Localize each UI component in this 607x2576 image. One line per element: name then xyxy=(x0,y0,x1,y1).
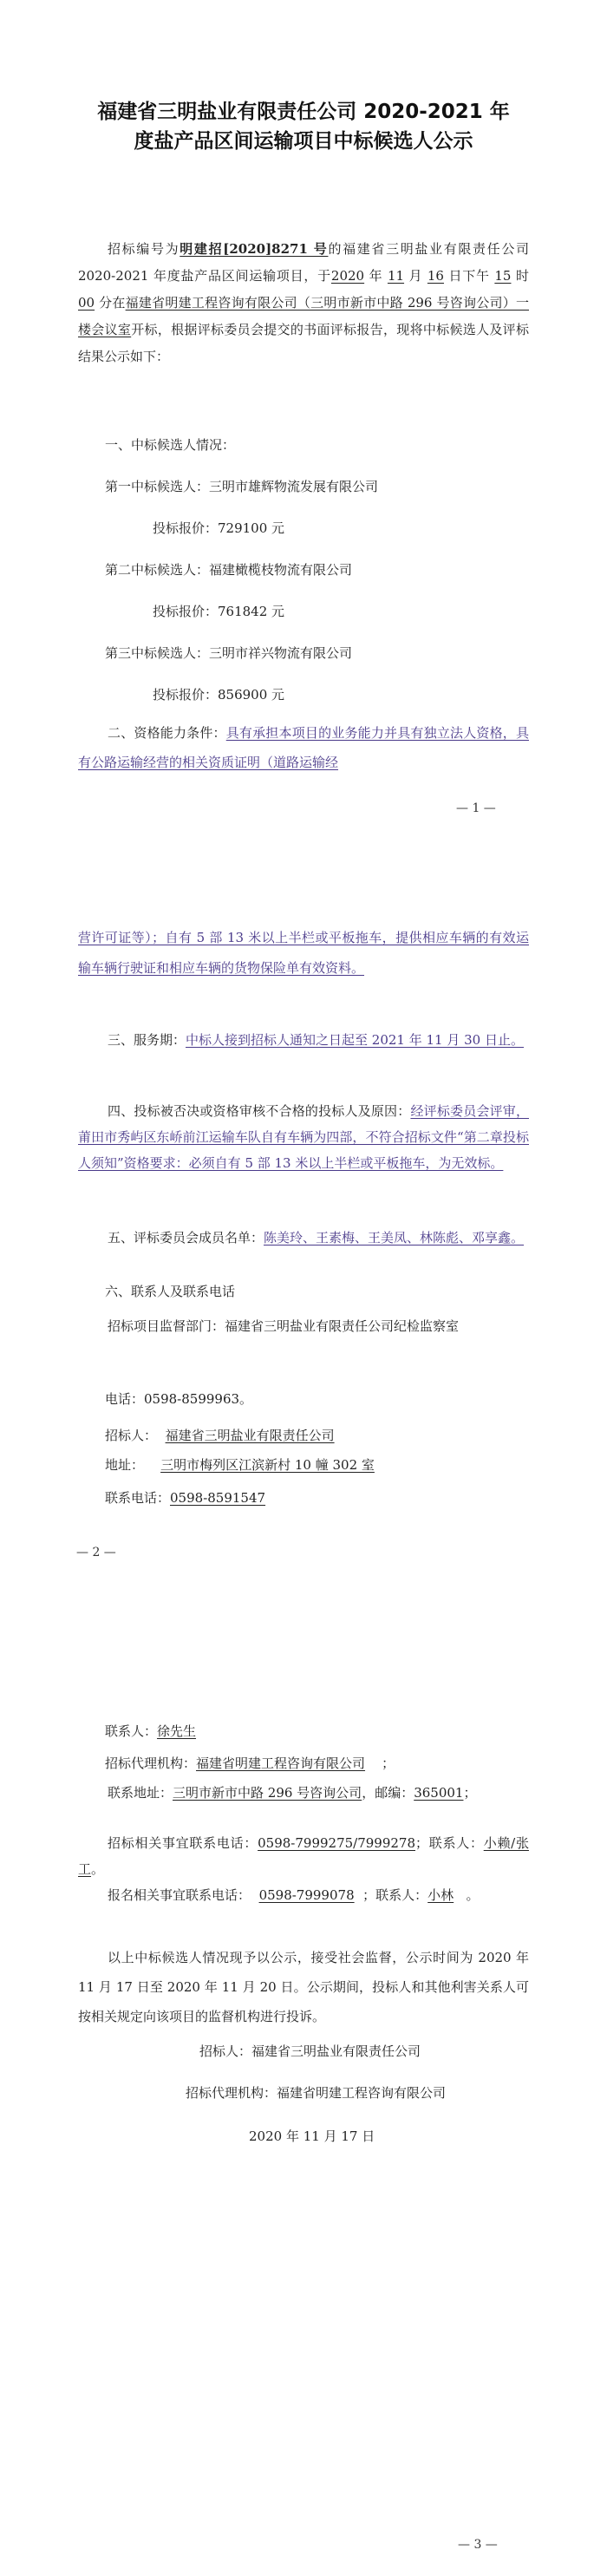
supervision-dept: 招标项目监督部门：福建省三明盐业有限责任公司纪检监察室 xyxy=(108,1318,460,1334)
agency-address-paragraph: 联系地址：三明市新市中路 296 号咨询公司，邮编：365001； xyxy=(108,1785,477,1801)
signup-phone: 0598-7999078 xyxy=(258,1887,355,1903)
agency-postcode: 365001 xyxy=(414,1785,464,1801)
section-candidates-heading: 一、中标候选人情况： xyxy=(105,437,236,453)
page-number-2: — 2 — xyxy=(76,1546,116,1559)
opening-location: 福建省明建工程咨询有限公司（三明市新市中路 296 号咨询公司）一楼会议室 xyxy=(78,295,529,337)
affairs-person: 小赖/张工 xyxy=(78,1835,529,1877)
publicity-notice: 以上中标候选人情况现予以公示，接受社会监督，公示时间为 2020 年 11 月 17 日至 2020 年 11 月 20 日。公示期间，投标人和其他利害关系人可按相关规定向该项目的监督机构进行投诉。 xyxy=(78,1950,529,2024)
tenderer-address: 三明市梅列区江滨新村 10 幢 302 室 xyxy=(160,1457,375,1473)
address-line: 地址： 三明市梅列区江滨新村 10 幢 302 室 xyxy=(105,1457,375,1473)
section-committee: 五、评标委员会成员名单：陈美玲、王素梅、王美凤、林陈彪、邓享鑫。 xyxy=(108,1230,525,1246)
section-contacts-heading: 六、联系人及联系电话 xyxy=(105,1284,236,1299)
qualification-continued: 营许可证等）；自有 5 部 13 米以上半栏或平板拖车，提供相应车辆的有效运输车辆行驶证和相应车辆的货物保险单有效资料。 xyxy=(78,930,529,976)
page-title-line-2: 度盐产品区间运输项目中标候选人公示 xyxy=(134,130,473,153)
section-qualification: 二、资格能力条件：具有承担本项目的业务能力并具有独立法人资格，具有公路运输经营的相关资质证明（道路运输经 xyxy=(78,725,529,770)
tenderer-line: 招标人： 福建省三明盐业有限责任公司 xyxy=(105,1428,335,1443)
section-service-period: 三、服务期：中标人接到招标人通知之日起至 2021 年 11 月 30 日止。 xyxy=(108,1032,524,1048)
contact-person-line: 联系人：徐先生 xyxy=(105,1723,197,1739)
signature-agency: 招标代理机构：福建省明建工程咨询有限公司 xyxy=(186,2085,447,2101)
page-number-3: — 3 — xyxy=(458,2538,498,2552)
agency-line: 招标代理机构：福建省明建工程咨询有限公司 ； xyxy=(105,1755,395,1771)
signature-date: 2020 年 11 月 17 日 xyxy=(249,2128,375,2144)
section-rejected-bidders: 四、投标被否决或资格审核不合格的投标人及原因：经评标委员会评审，莆田市秀屿区东峤前江运输车队自有车辆为四部，不符合招标文件“第二章投标人须知”资格要求：必须自有 5 部 13 米以上半栏或平板拖车，为无效标。 xyxy=(78,1103,529,1171)
signup-contact-paragraph: 报名相关事宜联系电话： 0598-7999078 ；联系人：小林 。 xyxy=(108,1887,480,1903)
candidate-3: 第三中标候选人：三明市祥兴物流有限公司 xyxy=(105,645,353,661)
candidate-3-bid: 投标报价：856900 元 xyxy=(153,687,285,703)
candidate-1-bid: 投标报价：729100 元 xyxy=(153,520,285,536)
tenderer-phone: 0598-8591547 xyxy=(170,1490,266,1506)
affairs-phone: 0598-7999275/7999278 xyxy=(258,1835,416,1851)
page-title-line-1: 福建省三明盐业有限责任公司 2020-2021 年 xyxy=(97,101,510,123)
intro-paragraph: 招标编号为明建招[2020]8271 号的福建省三明盐业有限责任公司 2020-2021 年度盐产品区间运输项目，于2020 年 11 月 16 日下午 15 时 00 分在福建省明建工程咨询有限公司（三明市新市中路 296 号咨询公司）一楼会议室开标，根据评标委员会提交的书面评标报告，现将中标候选人及评标结果公示如下： xyxy=(78,241,529,364)
supervision-phone: 电话：0598-8599963。 xyxy=(105,1391,253,1407)
agency-address: 三明市新市中路 296 号咨询公司 xyxy=(173,1785,362,1801)
signature-tenderer: 招标人：福建省三明盐业有限责任公司 xyxy=(199,2043,421,2059)
affairs-contact-paragraph: 招标相关事宜联系电话：0598-7999275/7999278；联系人：小赖/张工。 xyxy=(78,1835,529,1877)
agency-name: 福建省明建工程咨询有限公司 xyxy=(196,1755,366,1771)
contact-phone-line: 联系电话：0598-8591547 xyxy=(105,1490,266,1506)
tender-code: 明建招[2020]8271 号 xyxy=(179,241,329,257)
candidate-2: 第二中标候选人：福建橄榄枝物流有限公司 xyxy=(105,562,353,578)
candidate-2-bid: 投标报价：761842 元 xyxy=(153,604,285,619)
tenderer-name: 福建省三明盐业有限责任公司 xyxy=(165,1428,335,1443)
candidate-1: 第一中标候选人：三明市雄辉物流发展有限公司 xyxy=(105,479,379,494)
contact-person: 徐先生 xyxy=(157,1723,197,1739)
signup-person: 小林 xyxy=(428,1887,454,1903)
page-number-1: — 1 — xyxy=(456,801,496,815)
